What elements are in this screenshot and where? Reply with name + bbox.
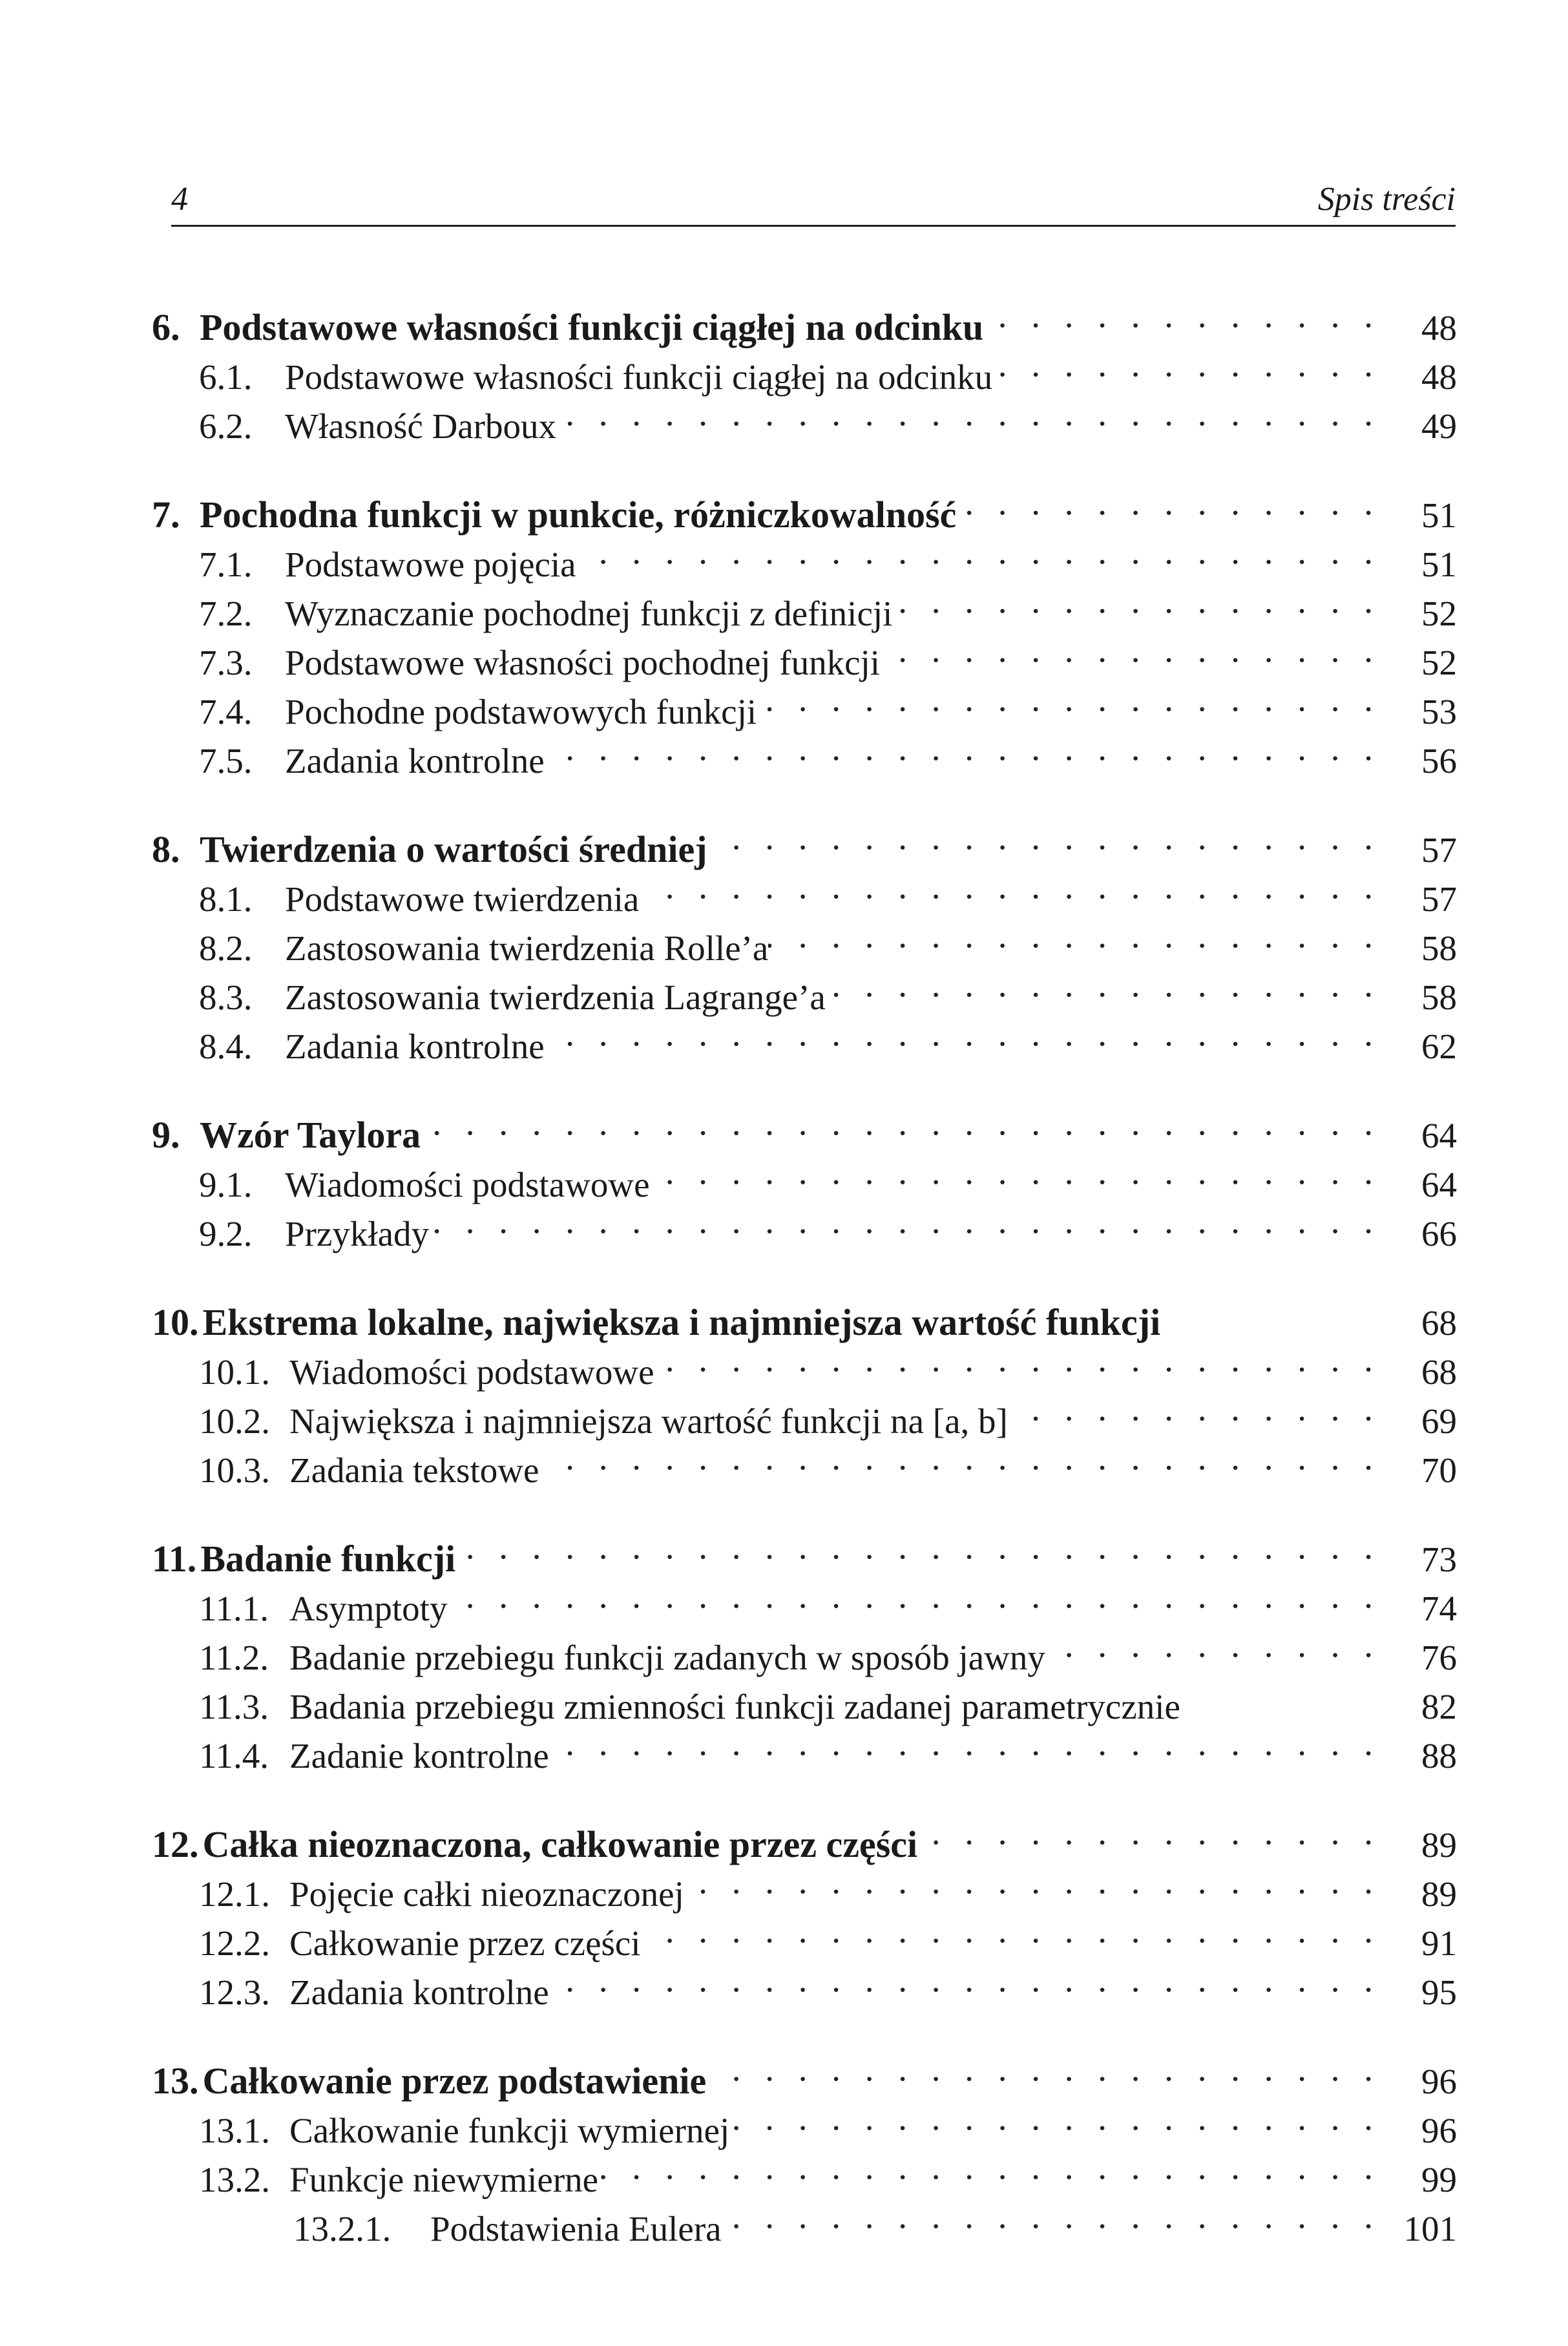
toc-section-entry[interactable] bbox=[152, 675, 1457, 731]
page-ref: 88 bbox=[1421, 1736, 1457, 1775]
section-title: Badanie przebiegu funkcji zadanych w sposób jawny bbox=[289, 1638, 1045, 1677]
dot-leader bbox=[576, 527, 1386, 576]
toc-section-entry[interactable] bbox=[152, 1197, 1457, 1253]
subsection-title: Podstawienia Eulera bbox=[430, 2209, 722, 2248]
dot-leader bbox=[768, 911, 1386, 960]
page-ref: 64 bbox=[1421, 1165, 1457, 1204]
page-ref: 74 bbox=[1421, 1589, 1457, 1628]
section-number: 9.1. bbox=[199, 1165, 253, 1204]
chapter-title: Twierdzenia o wartości średniej bbox=[200, 828, 707, 870]
section-title: Zastosowania twierdzenia Rolle’a bbox=[285, 928, 769, 968]
page-ref: 68 bbox=[1421, 1303, 1457, 1343]
toc-chapter-9 bbox=[152, 1098, 1457, 1253]
toc-chapter-13 bbox=[152, 2044, 1457, 2248]
section-title: Pojęcie całki nieoznaczonej bbox=[289, 1874, 684, 1914]
toc-chapter-entry[interactable] bbox=[152, 2044, 1457, 2102]
toc-section-entry[interactable] bbox=[152, 2093, 1457, 2150]
page-ref: 95 bbox=[1421, 1973, 1457, 2012]
page-ref: 96 bbox=[1421, 2111, 1457, 2150]
page-ref: 56 bbox=[1421, 741, 1457, 780]
section-title: Przykłady bbox=[285, 1214, 430, 1253]
dot-leader bbox=[956, 478, 1386, 527]
section-number: 8.4. bbox=[199, 1027, 253, 1066]
section-number: 11.2. bbox=[199, 1638, 269, 1677]
section-number: 13.1. bbox=[199, 2111, 270, 2150]
dot-leader bbox=[684, 1857, 1386, 1906]
toc-section-entry[interactable] bbox=[152, 1906, 1457, 1963]
dot-leader bbox=[429, 1197, 1386, 1246]
dot-leader bbox=[639, 862, 1386, 911]
toc-section-entry[interactable] bbox=[152, 724, 1457, 780]
toc-chapter-entry[interactable] bbox=[152, 291, 1457, 348]
page-ref: 68 bbox=[1421, 1352, 1457, 1392]
section-title: Podstawowe własności pochodnej funkcji bbox=[285, 643, 881, 682]
dot-leader bbox=[545, 724, 1386, 773]
page-ref: 69 bbox=[1421, 1401, 1457, 1441]
dot-leader bbox=[556, 389, 1386, 438]
chapter-number: 12. bbox=[152, 1823, 199, 1865]
toc-chapter-11 bbox=[152, 1522, 1457, 1775]
toc-section-entry[interactable] bbox=[152, 1433, 1457, 1490]
section-title: Zastosowania twierdzenia Lagrange’a bbox=[285, 978, 826, 1017]
section-title: Zadania kontrolne bbox=[289, 1973, 549, 2012]
toc-section-entry[interactable] bbox=[152, 527, 1457, 584]
chapter-number: 9. bbox=[152, 1114, 180, 1156]
section-number: 6.1. bbox=[199, 357, 253, 397]
section-number: 12.2. bbox=[199, 1923, 270, 1963]
page-ref: 48 bbox=[1421, 308, 1457, 348]
toc-section-entry[interactable] bbox=[152, 389, 1457, 446]
section-title: Badania przebiegu zmienności funkcji zadanej parametrycznie bbox=[289, 1687, 1180, 1726]
toc-section-entry[interactable] bbox=[152, 1955, 1457, 2012]
dot-leader bbox=[545, 1009, 1386, 1058]
chapter-number: 8. bbox=[152, 828, 180, 870]
page-ref: 53 bbox=[1421, 692, 1457, 731]
section-title: Całkowanie przez części bbox=[289, 1923, 641, 1963]
page-ref: 48 bbox=[1421, 357, 1457, 397]
toc-chapter-entry[interactable] bbox=[152, 478, 1457, 536]
section-title: Zadania tekstowe bbox=[289, 1451, 539, 1490]
dot-leader bbox=[549, 1955, 1386, 2004]
dot-leader bbox=[539, 1433, 1386, 1482]
section-title: Zadania kontrolne bbox=[285, 741, 545, 780]
page-ref: 66 bbox=[1421, 1214, 1457, 1253]
toc-section-entry[interactable] bbox=[152, 1571, 1457, 1628]
chapter-title: Podstawowe własności funkcji ciągłej na odcinku bbox=[200, 306, 984, 348]
toc-section-entry[interactable] bbox=[152, 2142, 1457, 2199]
chapter-title: Badanie funkcji bbox=[200, 1538, 456, 1580]
section-number: 10.3. bbox=[199, 1451, 270, 1490]
running-head bbox=[171, 173, 1456, 227]
section-title: Funkcje niewymierne bbox=[289, 2160, 599, 2199]
running-title: Spis treści bbox=[1317, 181, 1456, 218]
subsection-number: 13.2.1. bbox=[293, 2209, 392, 2248]
page-ref: 91 bbox=[1421, 1923, 1457, 1963]
dot-leader bbox=[1008, 1384, 1386, 1433]
chapter-number: 6. bbox=[152, 306, 180, 348]
section-title: Własność Darboux bbox=[285, 406, 557, 446]
section-title: Zadanie kontrolne bbox=[289, 1736, 549, 1775]
section-title: Podstawowe twierdzenia bbox=[285, 879, 640, 919]
dot-leader bbox=[641, 1906, 1386, 1955]
dot-leader bbox=[880, 625, 1386, 675]
page-ref: 101 bbox=[1403, 2209, 1457, 2248]
chapter-number: 7. bbox=[152, 494, 180, 536]
dot-leader bbox=[706, 2044, 1386, 2093]
dot-leader bbox=[722, 2192, 1386, 2241]
toc-section-entry[interactable] bbox=[152, 1670, 1457, 1726]
chapter-number: 11. bbox=[152, 1538, 197, 1580]
toc-chapter-entry[interactable] bbox=[152, 1098, 1457, 1156]
page-ref: 58 bbox=[1421, 928, 1457, 968]
toc-chapter-8 bbox=[152, 813, 1457, 1066]
page-ref: 62 bbox=[1421, 1027, 1457, 1066]
dot-leader bbox=[455, 1522, 1386, 1571]
page-ref: 89 bbox=[1421, 1825, 1457, 1865]
page-ref: 76 bbox=[1421, 1638, 1457, 1677]
section-number: 8.3. bbox=[199, 978, 253, 1017]
section-number: 11.1. bbox=[199, 1589, 269, 1628]
section-number: 13.2. bbox=[199, 2160, 270, 2199]
toc-section-entry[interactable] bbox=[152, 1719, 1457, 1775]
dot-leader bbox=[649, 1147, 1386, 1197]
section-number: 11.3. bbox=[199, 1687, 269, 1726]
section-number: 11.4. bbox=[199, 1736, 269, 1775]
toc-chapter-entry[interactable] bbox=[152, 1808, 1457, 1865]
dot-leader bbox=[917, 1808, 1386, 1857]
toc-section-entry[interactable] bbox=[152, 340, 1457, 397]
section-title: Podstawowe własności funkcji ciągłej na odcinku bbox=[285, 357, 993, 397]
toc-section-entry[interactable] bbox=[152, 1335, 1457, 1392]
chapter-title: Ekstrema lokalne, największa i najmniejsza wartość funkcji bbox=[202, 1301, 1161, 1343]
chapter-number: 10. bbox=[152, 1301, 199, 1343]
section-number: 7.1. bbox=[199, 545, 253, 584]
table-of-contents bbox=[152, 291, 1457, 2281]
page-ref: 57 bbox=[1421, 879, 1457, 919]
section-number: 10.1. bbox=[199, 1352, 270, 1392]
toc-chapter-12 bbox=[152, 1808, 1457, 2012]
section-number: 7.3. bbox=[199, 643, 253, 682]
section-title: Wiadomości podstawowe bbox=[285, 1165, 650, 1204]
toc-chapter-6 bbox=[152, 291, 1457, 446]
page-ref: 51 bbox=[1421, 496, 1457, 535]
page-ref: 52 bbox=[1421, 643, 1457, 682]
dot-leader bbox=[598, 2142, 1386, 2192]
toc-section-entry[interactable] bbox=[152, 862, 1457, 919]
toc-section-entry[interactable] bbox=[152, 911, 1457, 968]
section-title: Wiadomości podstawowe bbox=[289, 1352, 654, 1392]
dot-leader bbox=[1045, 1620, 1386, 1670]
page-ref: 64 bbox=[1421, 1116, 1457, 1155]
section-number: 7.2. bbox=[199, 594, 253, 633]
section-number: 12.3. bbox=[199, 1973, 270, 2012]
section-number: 9.2. bbox=[199, 1214, 253, 1253]
chapter-title: Pochodna funkcji w punkcie, różniczkowalność bbox=[200, 494, 957, 536]
section-title: Pochodne podstawowych funkcji bbox=[285, 692, 757, 731]
page-ref: 96 bbox=[1421, 2062, 1457, 2101]
toc-chapter-7 bbox=[152, 478, 1457, 780]
dot-leader bbox=[826, 960, 1386, 1009]
dot-leader bbox=[549, 1719, 1386, 1768]
toc-chapter-10 bbox=[152, 1286, 1457, 1490]
dot-leader bbox=[707, 813, 1386, 862]
section-title: Wyznaczanie pochodnej funkcji z definicji bbox=[285, 594, 893, 633]
page-ref: 82 bbox=[1421, 1687, 1457, 1726]
section-title: Asymptoty bbox=[289, 1589, 448, 1628]
page-ref: 52 bbox=[1421, 594, 1457, 633]
section-title: Całkowanie funkcji wymiernej bbox=[289, 2111, 730, 2150]
chapter-title: Całkowanie przez podstawienie bbox=[202, 2060, 707, 2102]
dot-leader bbox=[447, 1571, 1386, 1620]
dot-leader bbox=[654, 1335, 1386, 1384]
section-number: 12.1. bbox=[199, 1874, 270, 1914]
section-number: 8.1. bbox=[199, 879, 253, 919]
dot-leader bbox=[729, 2093, 1386, 2142]
page-ref: 89 bbox=[1421, 1874, 1457, 1914]
page-ref: 70 bbox=[1421, 1451, 1457, 1490]
toc-section-entry[interactable] bbox=[152, 576, 1457, 633]
chapter-title: Całka nieoznaczona, całkowanie przez części bbox=[202, 1823, 918, 1865]
dot-leader bbox=[983, 291, 1386, 340]
page-ref: 99 bbox=[1421, 2160, 1457, 2199]
page-ref: 58 bbox=[1421, 978, 1457, 1017]
section-title: Podstawowe pojęcia bbox=[285, 545, 576, 584]
page-number: 4 bbox=[171, 181, 188, 218]
toc-chapter-entry[interactable] bbox=[152, 1286, 1457, 1343]
toc-section-entry[interactable] bbox=[152, 625, 1457, 682]
dot-leader bbox=[892, 576, 1386, 625]
toc-section-entry[interactable] bbox=[152, 1384, 1457, 1441]
dot-leader bbox=[992, 340, 1386, 389]
toc-section-entry[interactable] bbox=[152, 1147, 1457, 1204]
section-title: Największa i najmniejsza wartość funkcji na [a, b] bbox=[289, 1401, 1008, 1441]
section-title: Zadania kontrolne bbox=[285, 1027, 545, 1066]
toc-chapter-entry[interactable] bbox=[152, 1522, 1457, 1580]
dot-leader bbox=[421, 1098, 1386, 1147]
section-number: 7.5. bbox=[199, 741, 253, 780]
toc-section-entry[interactable] bbox=[152, 1009, 1457, 1066]
section-number: 6.2. bbox=[199, 406, 253, 446]
toc-section-entry[interactable] bbox=[152, 1620, 1457, 1677]
toc-section-entry[interactable] bbox=[152, 1857, 1457, 1914]
page-ref: 73 bbox=[1421, 1540, 1457, 1579]
toc-chapter-entry[interactable] bbox=[152, 813, 1457, 870]
toc-section-entry[interactable] bbox=[152, 960, 1457, 1017]
dot-leader bbox=[757, 675, 1386, 724]
page-ref: 57 bbox=[1421, 830, 1457, 870]
page-ref: 51 bbox=[1421, 545, 1457, 584]
chapter-number: 13. bbox=[152, 2060, 199, 2102]
page-ref: 49 bbox=[1421, 406, 1457, 446]
chapter-title: Wzór Taylora bbox=[200, 1114, 421, 1156]
toc-subsection-entry[interactable] bbox=[152, 2192, 1457, 2248]
section-number: 8.2. bbox=[199, 928, 253, 968]
section-number: 7.4. bbox=[199, 692, 253, 731]
section-number: 10.2. bbox=[199, 1401, 270, 1441]
